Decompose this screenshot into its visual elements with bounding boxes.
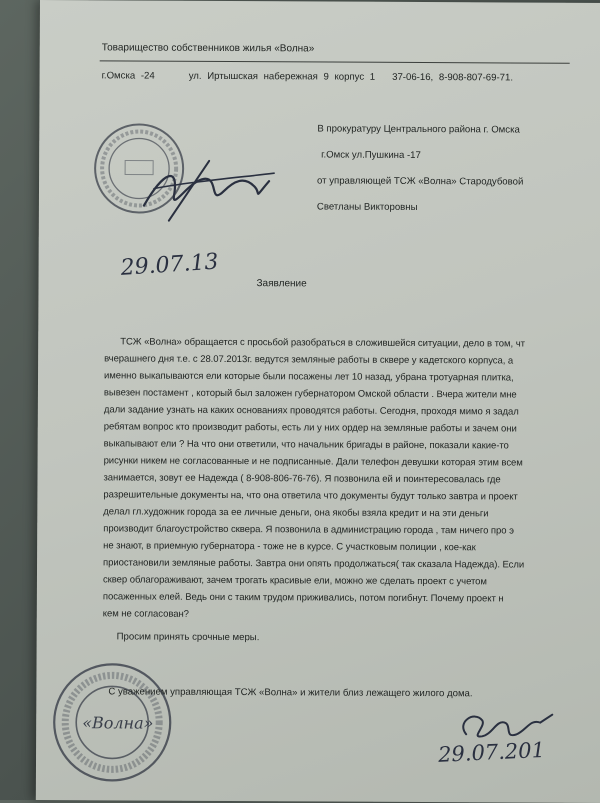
body-line: выкапывают ели ? На что они ответили, что начальник бригады в районе, показали какие-то [103, 438, 509, 452]
closing-line: С уважением управляющая ТСЖ «Волна» и жители близ лежащего жилого дома. [108, 686, 473, 700]
document-title: Заявление [256, 278, 307, 290]
organization-name: Товарищество собственников жилья «Волна» [101, 42, 315, 55]
street-address: ул. Иртышская набережная 9 корпус 1 [188, 70, 376, 83]
handwritten-date-top: 29.07.13 [119, 249, 220, 281]
stamp-center-text: «Волна» [82, 713, 154, 733]
body-line: делал гл.художник города за ее личные деньги, она якобы взяла кредит и на эти деньги [103, 506, 489, 520]
request-line: Просим принять срочные меры. [116, 631, 260, 644]
organization-address [102, 70, 513, 83]
body-line: ребятам вопрос кто производит работы, есть ли у них ордер на земляные работы и зачем они [103, 421, 517, 435]
body-line: именно выкапываются ели которые были посажены лет 10 назад, убрана тротуарная плитка, [104, 370, 514, 384]
body-line: сквер облагораживают, зачем трогать красивые ели, можно же сделать проект с учетом [102, 574, 487, 588]
header-divider [100, 60, 570, 63]
letter-page [36, 0, 600, 803]
body-line: не знают, в приемную губернатора - тоже не в курсе. С участковым полиции , кое-как [103, 540, 476, 554]
body-line: вчерашнего дня т.е. с 28.07.2013г. ведутся земляные работы в сквере у кадетского корпуса, а [104, 353, 514, 367]
body-line: разрешительные документы на, что она ответила что документы будут только завтра и проект [103, 489, 518, 503]
body-line: занимается, зовут ее Надежда ( 8-908-806-76-76). Я позвонила ей и поинтересовалась где [103, 472, 501, 486]
body-line: рисунки никем не согласованные и не подписанные. Дали телефон девушки которая этим всем [103, 455, 523, 469]
city: г.Омска -24 [101, 70, 155, 82]
phone-numbers: 37-06-16, 8-908-807-69-71. [392, 71, 514, 84]
addressee-line: от управляющей ТСЖ «Волна» Стародубовой [317, 175, 524, 188]
addressee-line: г.Омск ул.Пушкина -17 [321, 149, 421, 161]
body-line: посаженных елей. Ведь они с таким трудом приживались, потом погибнут. Почему проект н [102, 591, 504, 605]
handwritten-date-bottom: 29.07.201 [437, 737, 546, 767]
addressee-line: В прокуратуру Центрального района г. Омска [317, 123, 520, 136]
body-line: кем не согласован? [102, 608, 189, 620]
body-line: приостановили земляные работы. Завтра они опять продолжаться( так сказала Надежда). Если [103, 557, 525, 571]
addressee-line: Светланы Викторовны [316, 201, 418, 213]
body-line: дали задание узнать на каких основаниях проводятся работы. Сегодня, проходя мимо я задал [103, 404, 519, 418]
body-line: производит благоустройство сквера. Я позвонила в администрацию города , там ничего про э [103, 523, 514, 537]
body-line: ТСЖ «Волна» обращается с просьбой разобраться в сложившейся ситуации, дело в том, чт [120, 336, 525, 350]
body-line: вывезен постамент , который был заложен губернатором Омской области . Вчера жители мне [103, 387, 517, 401]
signature-top [134, 150, 284, 231]
